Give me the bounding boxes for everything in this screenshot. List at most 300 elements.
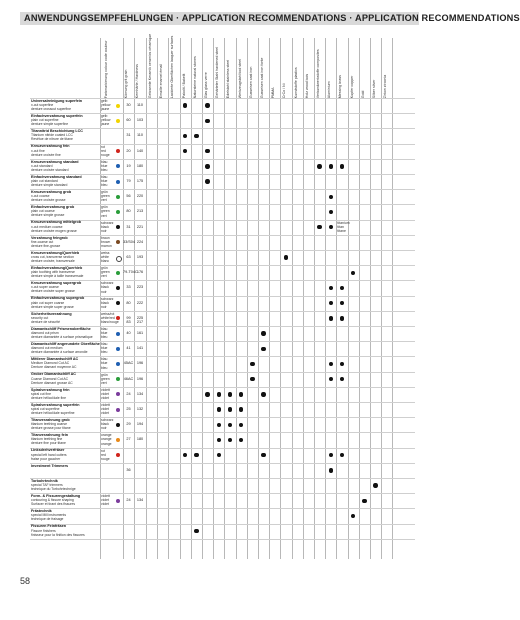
recommendation-dot	[340, 453, 344, 457]
recommendation-dot	[183, 453, 187, 457]
colour-code-label: blau blue bleu	[101, 327, 108, 340]
colour-code-label: blau blue bleu	[101, 159, 108, 172]
column-header-label: Verbundwerkstoffe composites	[316, 49, 320, 98]
recommendation-dot	[239, 438, 243, 442]
column-header	[226, 38, 235, 98]
row-title: Universalreinigung superfein	[31, 98, 83, 103]
column-header-label: Gusseisen cast iron	[248, 66, 253, 98]
column-header-label: Farbmarkierung colour code couleur	[104, 40, 108, 98]
row-subtitle: Coarse Diamond Cut AC Denture diamant grosse AC	[31, 376, 73, 385]
recommendation-dot	[329, 377, 333, 381]
row-title: Kreuzverzahnung mittelgrob	[31, 220, 81, 225]
recommendation-dot	[217, 407, 221, 411]
colour-code-label: blau blue bleu	[101, 342, 108, 355]
colour-dot	[116, 499, 120, 503]
column-header	[338, 38, 347, 98]
row-title: Mittlerer Diamantschliff AC	[31, 357, 79, 362]
recommendation-dot	[329, 468, 333, 472]
column-header	[148, 33, 157, 98]
colour-dot	[116, 408, 120, 412]
recommendation-dot	[351, 514, 355, 518]
column-header	[260, 38, 269, 98]
column-header-label: Messing brass	[338, 74, 343, 98]
colour-code-label: weiss/rot white/red blanc/rouge	[101, 311, 119, 324]
recommendation-dot	[329, 210, 333, 214]
column-header	[204, 38, 213, 98]
recommendation-dot	[205, 119, 209, 123]
row-subtitle: titanium teething coarse denture grosse pour titane	[31, 422, 71, 431]
grit-value: 20	[126, 148, 131, 153]
row-divider	[30, 448, 415, 449]
colour-code-label: violett violet violet	[101, 494, 110, 507]
row-subtitle: spiral cut superfine denture hélicoïdale superfine	[31, 407, 75, 416]
header-bar	[20, 12, 520, 25]
grit-value: 63	[126, 255, 131, 259]
recommendation-dot	[329, 164, 333, 168]
hardness-value: 223	[136, 285, 144, 290]
row-title: Kreuzverzahnung grob	[31, 190, 72, 194]
column-divider	[247, 38, 248, 559]
column-header-label: Werkzeugstahl tool steel	[237, 58, 242, 98]
row-title: Einfachverzahnung standard	[31, 174, 82, 179]
colour-dot	[116, 149, 120, 153]
colour-code-label: violett violet violet	[101, 387, 110, 400]
row-title: Sicherheitsverzahnung	[31, 311, 72, 316]
colour-dot	[116, 195, 120, 199]
colour-dot	[116, 286, 120, 290]
recommendation-dot	[261, 453, 265, 457]
hardness-value: 134	[136, 498, 144, 503]
row-title: Einfachverzahnung supergrob	[31, 296, 85, 301]
grit-value: 40	[126, 331, 131, 335]
column-divider	[168, 38, 169, 559]
hardness-value: 220	[136, 194, 144, 199]
row-divider	[30, 159, 415, 160]
colour-dot	[116, 104, 120, 108]
recommendation-dot	[329, 286, 333, 290]
column-divider	[236, 38, 237, 559]
row-divider	[30, 204, 415, 205]
row-divider	[30, 174, 415, 175]
hardness-value: 110	[136, 133, 144, 138]
column-header	[361, 38, 370, 98]
row-subtitle: Medium Diamond Cut AC Denture diamant moyenne AC	[31, 361, 77, 370]
recommendation-dot	[194, 529, 198, 533]
recommendation-dot	[261, 347, 265, 351]
column-header-label: Kupfer copper	[349, 75, 354, 98]
colour-dot	[116, 453, 120, 457]
row-divider	[30, 265, 415, 266]
hardness-value: 175	[136, 179, 144, 183]
recommendation-dot	[261, 392, 265, 396]
hardness-value: 180	[136, 163, 144, 168]
row-title: Grober Diamantschliff AC	[31, 372, 76, 377]
hardness-value: 224	[136, 239, 144, 244]
hardness-value: 196	[136, 376, 144, 381]
recommendation-dot	[228, 392, 232, 396]
hardness-value: 140	[136, 148, 144, 153]
colour-dot	[116, 377, 120, 381]
grit-value: 25	[126, 407, 131, 411]
row-title: Investment Trimmers	[31, 463, 69, 468]
row-divider	[30, 493, 415, 494]
column-header	[170, 35, 179, 98]
column-divider	[370, 38, 371, 559]
grit-value: 33/S04	[123, 239, 136, 244]
row-title: Fissuren Feinfräsen	[31, 524, 67, 529]
column-divider	[381, 38, 382, 559]
grit-value: 79-T04C	[123, 270, 138, 275]
recommendation-dot	[205, 179, 209, 183]
column-header	[383, 38, 392, 98]
row-divider	[30, 417, 415, 418]
column-header	[316, 38, 325, 98]
recommendation-table	[30, 33, 415, 559]
row-subtitle: cross cut, transverse section denture croisée, transversale	[31, 255, 75, 264]
row-subtitle: x-cut super coarse denture croisée super grosse	[31, 285, 75, 294]
grit-value: 24	[126, 498, 131, 503]
row-title: Diamantschliff Prismenoberfläche	[31, 326, 91, 331]
titanium-note: titanium titan titane	[337, 220, 350, 233]
row-divider	[30, 189, 415, 190]
hardness-value: 193	[136, 255, 144, 259]
colour-dot	[116, 438, 120, 442]
column-header-label: Natursteine natural stones	[192, 56, 197, 98]
recommendation-dot	[250, 377, 254, 381]
colour-code-label: blau blue bleu	[101, 357, 108, 370]
row-divider	[30, 250, 415, 251]
colour-dot	[116, 210, 120, 214]
row-title: Einfachverzahnung grob	[31, 205, 75, 210]
recommendation-dot	[329, 316, 333, 320]
column-divider	[202, 38, 203, 559]
colour-code-label: weiss white blanc	[101, 251, 110, 264]
grit-value: 31	[126, 133, 131, 138]
row-title: Form- & Fissurengestaltung	[31, 494, 81, 498]
hardness-value: 103	[136, 118, 144, 123]
column-header	[350, 38, 359, 98]
recommendation-dot	[373, 483, 377, 487]
row-divider	[30, 280, 415, 281]
colour-code-label: grün green vert	[101, 266, 110, 279]
recommendation-dot	[228, 423, 232, 427]
grit-value: 29	[126, 422, 131, 427]
row-title: Diamantschliff angerundete Oberfläche	[31, 342, 100, 346]
recommendation-dot	[317, 164, 321, 168]
hardness-value: 141	[136, 346, 144, 351]
column-header	[305, 38, 314, 98]
colour-dot	[116, 256, 122, 262]
row-subtitle: Fissure finishers finisseur pour la finition des fissures	[31, 528, 85, 537]
grit-value: 36	[126, 467, 131, 472]
colour-code-label: schwarz black noir	[101, 296, 114, 309]
column-header-label: Kunststoffe plastics	[293, 67, 298, 98]
row-subtitle: x-cut standard denture croisée standard	[31, 163, 69, 172]
column-header	[124, 38, 133, 98]
recommendation-dot	[340, 362, 344, 366]
page-title: ANWENDUNGSEMPFEHLUNGEN · APPLICATION RECOMMENDATIONS · APPLICATION RECOMMENDATIONS	[24, 13, 520, 23]
row-title: Einfachverzahnung/Querhieb	[31, 266, 83, 270]
column-header	[271, 38, 280, 98]
colour-dot	[116, 271, 120, 275]
recommendation-dot	[205, 392, 209, 396]
grit-value: 27	[126, 437, 131, 442]
recommendation-dot	[340, 377, 344, 381]
recommendation-dot	[205, 103, 209, 107]
column-header-label: Aluminium	[327, 81, 332, 98]
column-header	[282, 38, 291, 98]
column-header-label: Lackierte Oberflächen lacquer surfaces	[170, 35, 175, 98]
row-title: Titannitrid Beschichtung LCC	[31, 129, 83, 134]
column-header	[104, 38, 113, 98]
grit-value: 33	[126, 285, 131, 290]
column-header	[238, 38, 247, 98]
colour-code-label: grün green vert	[101, 190, 110, 203]
row-subtitle: plain cut superfine denture simple superfine	[31, 118, 69, 127]
column-divider	[348, 38, 349, 559]
row-title: Linksdrehverfräser	[31, 448, 65, 453]
row-subtitle: x-cut coarse denture croisée grosse	[31, 194, 66, 203]
column-header	[135, 38, 144, 98]
column-header-label: Holz wood bois	[304, 73, 309, 98]
column-header-label: Glas glass verre	[204, 72, 208, 98]
hardness-value: 132	[136, 407, 144, 411]
recommendation-dot	[217, 423, 221, 427]
column-divider	[392, 38, 393, 559]
row-title: Torbohrtechnik	[31, 478, 58, 483]
colour-dot	[116, 301, 120, 305]
column-divider	[213, 38, 214, 559]
row-subtitle: plain cut super coarse denture simple super grosse	[31, 300, 74, 309]
hardness-value: 176	[136, 270, 144, 275]
row-divider	[30, 113, 415, 114]
recommendation-dot	[239, 423, 243, 427]
colour-dot	[116, 332, 120, 336]
colour-dot	[116, 392, 120, 396]
row-divider	[30, 235, 415, 236]
recommendation-dot	[194, 453, 198, 457]
hardness-value: 213	[136, 209, 144, 214]
hardness-value: 196	[136, 361, 144, 366]
row-divider	[30, 539, 415, 540]
column-header-label: Kernhärte / Hardness	[135, 63, 139, 98]
hardness-value: 225 217	[136, 315, 144, 324]
hardness-value: 222	[136, 300, 144, 305]
row-divider	[30, 463, 415, 464]
colour-dot	[116, 225, 120, 229]
recommendation-dot	[362, 499, 366, 503]
recommendation-dot	[329, 225, 333, 229]
grit-value: 80	[126, 209, 131, 214]
row-divider	[30, 524, 415, 525]
row-subtitle: Titanium nitride coated LCC Revêtue de nitrure de titane	[31, 133, 73, 142]
column-divider	[134, 38, 135, 559]
row-subtitle: plain cut coarse denture simple grosse	[31, 209, 65, 218]
recommendation-dot	[205, 164, 209, 168]
column-divider	[146, 38, 147, 559]
row-subtitle: diamond cut medium denture diamantée à surface arrondie	[31, 346, 88, 355]
hardness-value: 134	[136, 391, 144, 396]
column-header-label: Körnung grit grain	[124, 69, 128, 98]
row-divider	[30, 478, 415, 479]
recommendation-dot	[340, 164, 344, 168]
row-title: Titanverzahnung grob	[31, 418, 70, 422]
row-divider	[30, 387, 415, 388]
colour-dot	[116, 180, 120, 184]
recommendation-dot	[284, 255, 288, 259]
row-title: Frästechnik	[31, 509, 52, 514]
row-title: Kreuzverzahnung supergrob	[31, 281, 82, 286]
colour-dot	[116, 316, 120, 320]
column-header-label: CrCo / Ni	[282, 83, 287, 98]
grit-value: 24	[126, 391, 131, 396]
row-divider	[30, 128, 415, 129]
hardness-value: 194	[136, 422, 144, 427]
recommendation-dot	[217, 392, 221, 396]
recommendation-dot	[340, 316, 344, 320]
row-subtitle: fine-coarse cut denture fine-grosse	[31, 239, 61, 248]
column-divider	[325, 38, 326, 559]
column-divider	[359, 38, 360, 559]
column-header-label: Gold	[360, 90, 365, 98]
column-header-label: Gebrannte Keramik ceramics céramique	[148, 33, 152, 98]
row-subtitle: security cut denture de sécurité	[31, 315, 61, 324]
column-divider	[258, 38, 259, 559]
row-title: Verzahnung feingrob	[31, 235, 68, 240]
column-header-label: Emaille enamel émail	[159, 63, 164, 98]
colour-code-label: violett violet violet	[101, 403, 110, 416]
colour-dot	[116, 240, 120, 244]
recommendation-dot	[329, 362, 333, 366]
column-header	[159, 38, 168, 98]
row-divider	[30, 508, 415, 509]
colour-dot	[116, 347, 120, 351]
row-divider	[30, 296, 415, 297]
grit-value: 56	[126, 194, 131, 199]
column-divider	[336, 38, 337, 559]
row-subtitle: x-cut medium coarse denture croisée mogen grosse	[31, 224, 77, 233]
colour-code-label: braun brown marron	[101, 235, 112, 248]
grit-value: 60	[126, 118, 131, 123]
row-title: Kreuzverzahnung fein	[31, 144, 70, 149]
grit-value: 79	[126, 179, 131, 183]
row-subtitle: special Mill instruments technique de fraisage	[31, 513, 67, 522]
colour-code-label: grün green vert	[101, 205, 110, 218]
colour-code-label: blau blue bleu	[101, 175, 108, 188]
colour-dot	[116, 164, 120, 168]
grit-value: 31	[126, 224, 131, 229]
recommendation-dot	[228, 438, 232, 442]
recommendation-dot	[329, 301, 333, 305]
recommendation-dot	[239, 407, 243, 411]
recommendation-dot	[183, 103, 187, 107]
column-header	[327, 38, 336, 98]
row-title: Spiralverzahnung superfein	[31, 402, 80, 407]
colour-code-label: rot red rouge	[101, 448, 110, 461]
grit-value: 99 83	[126, 315, 131, 324]
row-subtitle: contouring & fissure shaping Surfacer et tirant des fissures	[31, 498, 76, 507]
row-divider	[30, 356, 415, 357]
grit-value: 30	[126, 103, 131, 107]
hardness-value: 180	[136, 437, 144, 442]
column-divider	[157, 38, 158, 559]
row-subtitle: x-cut superfine denture crosscut superfine	[31, 103, 71, 112]
column-header-label: Gusseisen cast iron fonte	[260, 57, 264, 98]
row-subtitle: x-cut fine denture croisée fine	[31, 148, 61, 157]
colour-dot	[116, 362, 120, 366]
row-title: Kreuzverzahnung standard	[31, 159, 79, 164]
colour-code-label: orange orange orange	[101, 433, 112, 446]
column-header	[249, 38, 258, 98]
page-number: 58	[20, 576, 31, 586]
column-header	[182, 38, 191, 98]
column-header-label: Silber silver	[372, 79, 376, 98]
column-header-label: Pakolit / Bakelit	[181, 73, 186, 98]
column-divider	[280, 38, 281, 559]
column-divider	[123, 38, 124, 559]
row-divider	[30, 372, 415, 373]
row-divider	[30, 144, 415, 145]
row-subtitle: plain toothing with transverse denture simple à taille transversale	[31, 270, 84, 279]
column-header	[294, 38, 303, 98]
column-header-label: Edelstahl stainless steel	[226, 59, 231, 98]
recommendation-dot	[317, 225, 321, 229]
colour-code-label: schwarz black noir	[101, 418, 114, 431]
column-header	[193, 38, 202, 98]
colour-code-label: gelb yellow jaune	[101, 114, 111, 127]
row-title: Kreuzverzahnung/Querhieb	[31, 250, 80, 255]
row-subtitle: plain cut standard denture simple standard	[31, 179, 68, 188]
column-divider	[303, 38, 304, 559]
recommendation-dot	[217, 438, 221, 442]
column-header	[215, 38, 224, 98]
recommendation-dot	[239, 392, 243, 396]
colour-code-label: rot red rouge	[101, 144, 110, 157]
colour-code-label: schwarz black noir	[101, 220, 114, 233]
grit-value: 46AC	[123, 376, 134, 381]
column-header-label: PMMA	[271, 87, 276, 98]
row-subtitle: special left hand cutters fraise pour gaucher	[31, 452, 67, 461]
hardness-value: 161	[136, 331, 144, 335]
colour-code-label: gelb yellow jaune	[101, 99, 111, 112]
recommendation-dot	[329, 453, 333, 457]
row-divider	[30, 402, 415, 403]
colour-code-label: schwarz black noir	[101, 281, 114, 294]
row-divider	[30, 311, 415, 312]
row-title: Einfachverzahnung superfein	[31, 114, 83, 118]
row-subtitle: titanium teething fine denture fine pour titane	[31, 437, 66, 446]
recommendation-dot	[261, 331, 265, 335]
row-subtitle: diamond cut prism denture diamantée à surface prismatique	[31, 331, 93, 340]
colour-dot	[116, 423, 120, 427]
row-subtitle: spiral cut fine denture hélicoïdale fine	[31, 391, 67, 400]
grit-value: 19	[126, 163, 131, 168]
row-title: Titanverzahnung fein	[31, 433, 69, 438]
recommendation-dot	[183, 134, 187, 138]
row-divider	[30, 98, 415, 99]
column-divider	[180, 38, 181, 559]
hardness-value: 221	[136, 224, 144, 229]
recommendation-dot	[340, 286, 344, 290]
row-title: Spiralverzahnung fein	[31, 387, 70, 392]
grit-value: 80	[126, 300, 131, 305]
column-header-label: Zirkon zirconia	[383, 74, 388, 98]
column-divider	[292, 38, 293, 559]
colour-dot	[116, 119, 120, 123]
column-divider	[191, 38, 192, 559]
recommendation-dot	[329, 195, 333, 199]
recommendation-dot	[351, 271, 355, 275]
